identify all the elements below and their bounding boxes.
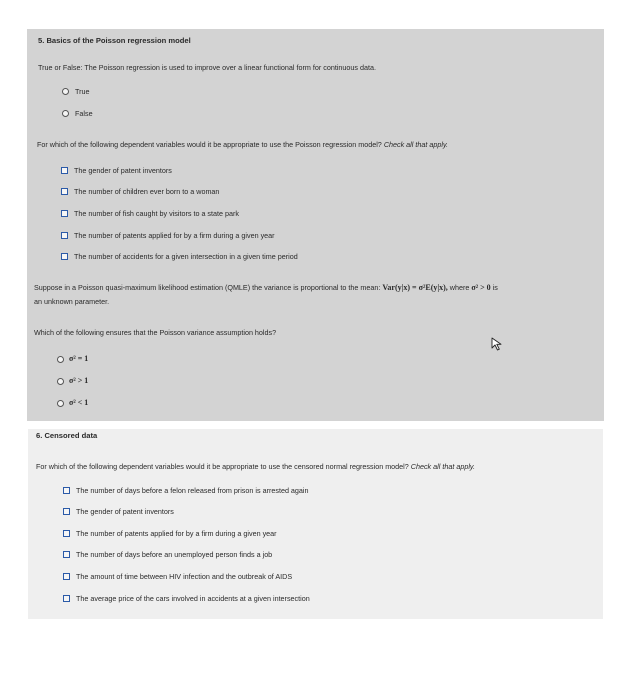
q2-instruction: Check all that apply. bbox=[383, 140, 449, 149]
q3-formula: Var(y|x) = σ²E(y|x), bbox=[382, 283, 448, 292]
q2-option-2-label: The number of fish caught by visitors to a state park bbox=[74, 209, 239, 218]
s6-checkbox-3[interactable] bbox=[63, 551, 70, 558]
q3-option-2-label: σ² < 1 bbox=[69, 398, 89, 407]
q2-checkbox-0[interactable] bbox=[61, 167, 68, 174]
s6-option-4-label: The amount of time between HIV infection and the outbreak of AIDS bbox=[76, 572, 293, 581]
q3-condition: σ² > 0 bbox=[471, 283, 491, 292]
s6-checkbox-4[interactable] bbox=[63, 573, 70, 580]
s6-option-5-label: The average price of the cars involved in accidents at a given intersection bbox=[76, 594, 310, 603]
q1-option-false-label: False bbox=[75, 109, 93, 118]
q1-option-true-radio[interactable] bbox=[62, 88, 69, 95]
q3-option-1-radio[interactable] bbox=[57, 378, 64, 385]
q3-option-1-label: σ² > 1 bbox=[69, 376, 89, 385]
mouse-pointer-icon bbox=[491, 337, 503, 351]
q3-option-0-radio[interactable] bbox=[57, 356, 64, 363]
s6-option-3-label: The number of days before an unemployed person finds a job bbox=[76, 550, 273, 559]
q1-prompt: True or False: The Poisson regression is used to improve over a linear functional form for continuous data. bbox=[38, 63, 376, 72]
q2-option-1-label: The number of children ever born to a woman bbox=[74, 187, 220, 196]
q2-checkbox-3[interactable] bbox=[61, 232, 68, 239]
s6-checkbox-2[interactable] bbox=[63, 530, 70, 537]
q2-option-4-label: The number of accidents for a given intersection in a given time period bbox=[74, 252, 298, 261]
section-6-title: 6. Censored data bbox=[36, 431, 98, 440]
q2-checkbox-4[interactable] bbox=[61, 253, 68, 260]
q3-prompt-line-1 bbox=[34, 283, 498, 292]
q2-option-0-label: The gender of patent inventors bbox=[74, 166, 172, 175]
q2-checkbox-1[interactable] bbox=[61, 188, 68, 195]
s6-option-2-label: The number of patents applied for by a firm during a given year bbox=[76, 529, 277, 538]
s6-checkbox-0[interactable] bbox=[63, 487, 70, 494]
q3-option-0-label: σ² = 1 bbox=[69, 354, 89, 363]
section-6-panel bbox=[28, 429, 603, 619]
section-5-panel bbox=[27, 29, 604, 421]
s6-q1-prompt-line bbox=[36, 462, 475, 471]
q3-prompt-part2: an unknown parameter. bbox=[34, 297, 110, 306]
q3-where: where bbox=[449, 283, 470, 292]
section-5-title: 5. Basics of the Poisson regression model bbox=[38, 36, 191, 45]
q3-is: is bbox=[492, 283, 498, 292]
s6-option-1-label: The gender of patent inventors bbox=[76, 507, 174, 516]
s6-checkbox-1[interactable] bbox=[63, 508, 70, 515]
q2-prompt-line bbox=[37, 140, 448, 149]
q3-question: Which of the following ensures that the Poisson variance assumption holds? bbox=[34, 328, 277, 337]
q1-option-true-label: True bbox=[75, 87, 90, 96]
q2-option-3-label: The number of patents applied for by a firm during a given year bbox=[74, 231, 275, 240]
q3-prompt-part1: Suppose in a Poisson quasi-maximum likelihood estimation (QMLE) the variance is proportional to the mean: bbox=[34, 283, 381, 292]
q3-option-2-radio[interactable] bbox=[57, 400, 64, 407]
s6-option-0-label: The number of days before a felon released from prison is arrested again bbox=[76, 486, 309, 495]
q2-prompt: For which of the following dependent variables would it be appropriate to use the Poisson regression model? bbox=[37, 140, 382, 149]
s6-checkbox-5[interactable] bbox=[63, 595, 70, 602]
q1-option-false-radio[interactable] bbox=[62, 110, 69, 117]
s6-q1-prompt: For which of the following dependent variables would it be appropriate to use the censored normal regression model? bbox=[36, 462, 409, 471]
q2-checkbox-2[interactable] bbox=[61, 210, 68, 217]
s6-q1-instruction: Check all that apply. bbox=[410, 462, 475, 471]
